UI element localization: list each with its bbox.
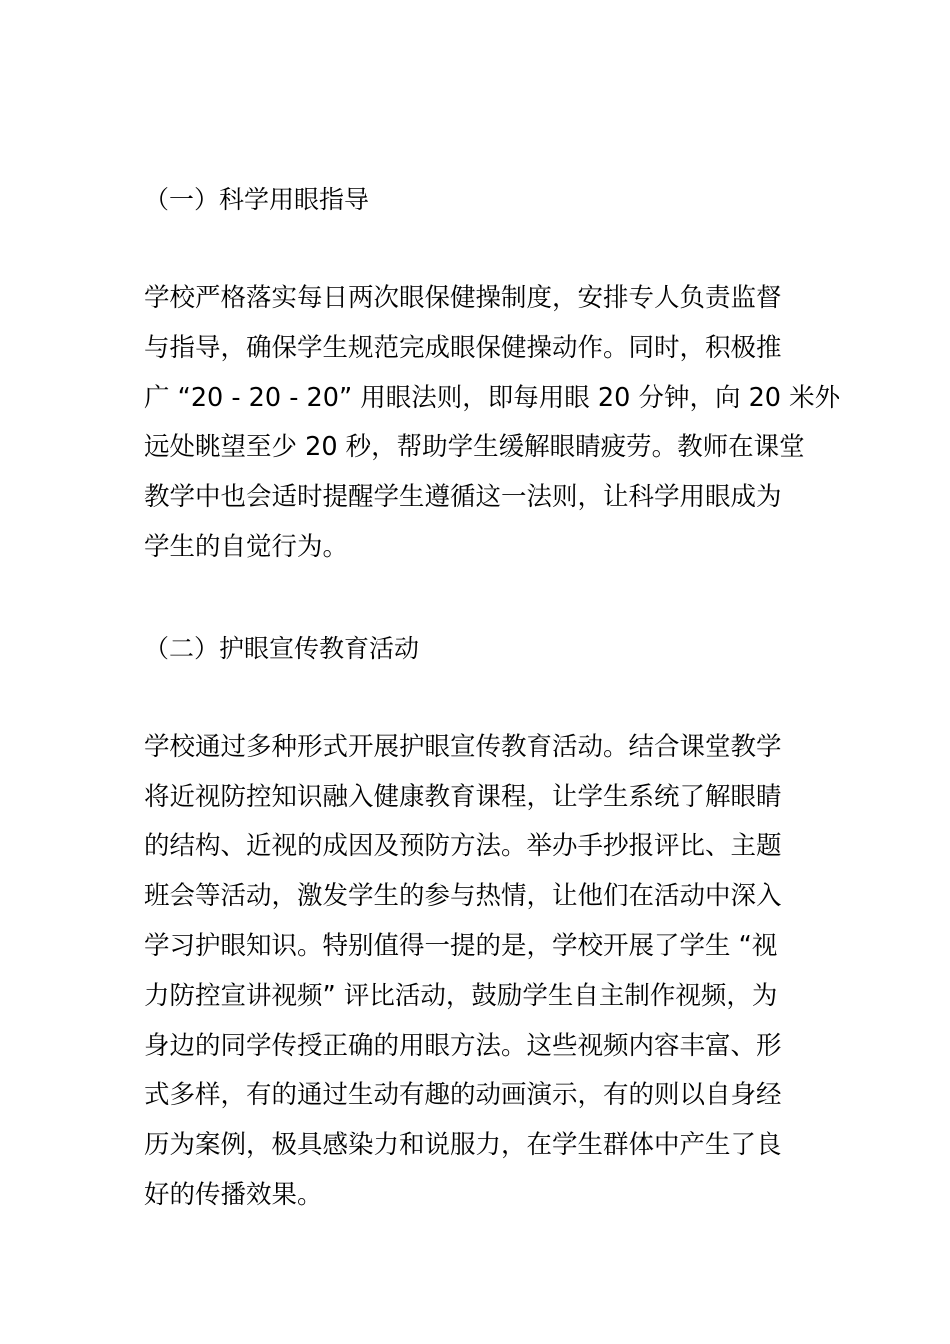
paragraph-line: 班会等活动，激发学生的参与热情，让他们在活动中深入 (144, 881, 782, 912)
paragraph-line: 学生的自觉行为。 (144, 531, 349, 562)
paragraph-line: 将近视防控知识融入健康教育课程，让学生系统了解眼睛 (144, 781, 782, 812)
paragraph-line: 身边的同学传授正确的用眼方法。这些视频内容丰富、形 (144, 1030, 782, 1061)
paragraph-line: 式多样，有的通过生动有趣的动画演示，有的则以自身经 (144, 1080, 782, 1111)
paragraph-line: 教学中也会适时提醒学生遵循这一法则，让科学用眼成为 (144, 482, 782, 513)
paragraph-line: 的结构、近视的成因及预防方法。举办手抄报评比、主题 (144, 831, 782, 862)
paragraph-line: 学习护眼知识。特别值得一提的是，学校开展了学生 “视 (144, 930, 778, 961)
paragraph-line: 与指导，确保学生规范完成眼保健操动作。同时，积极推 (144, 332, 782, 363)
section-paragraph-1 (144, 274, 841, 573)
document-page (144, 178, 841, 1221)
section-heading-1: （一）科学用眼指导 (144, 185, 370, 214)
paragraph-line: 远处眺望至少 20 秒，帮助学生缓解眼睛疲劳。教师在课堂 (144, 432, 805, 463)
paragraph-line: 广 “20 - 20 - 20” 用眼法则，即每用眼 20 分钟，向 20 米外 (144, 382, 841, 413)
section-paragraph-2 (144, 723, 808, 1221)
paragraph-line: 历为案例，极具感染力和说服力，在学生群体中产生了良 (144, 1130, 782, 1161)
paragraph-line: 好的传播效果。 (144, 1179, 323, 1210)
paragraph-line: 力防控宣讲视频” 评比活动，鼓励学生自主制作视频，为 (144, 980, 778, 1011)
section-heading-2: （二）护眼宣传教育活动 (144, 633, 420, 663)
paragraph-line: 学校通过多种形式开展护眼宣传教育活动。结合课堂教学 (144, 731, 782, 762)
paragraph-line: 学校严格落实每日两次眼保健操制度，安排专人负责监督 (144, 283, 782, 313)
